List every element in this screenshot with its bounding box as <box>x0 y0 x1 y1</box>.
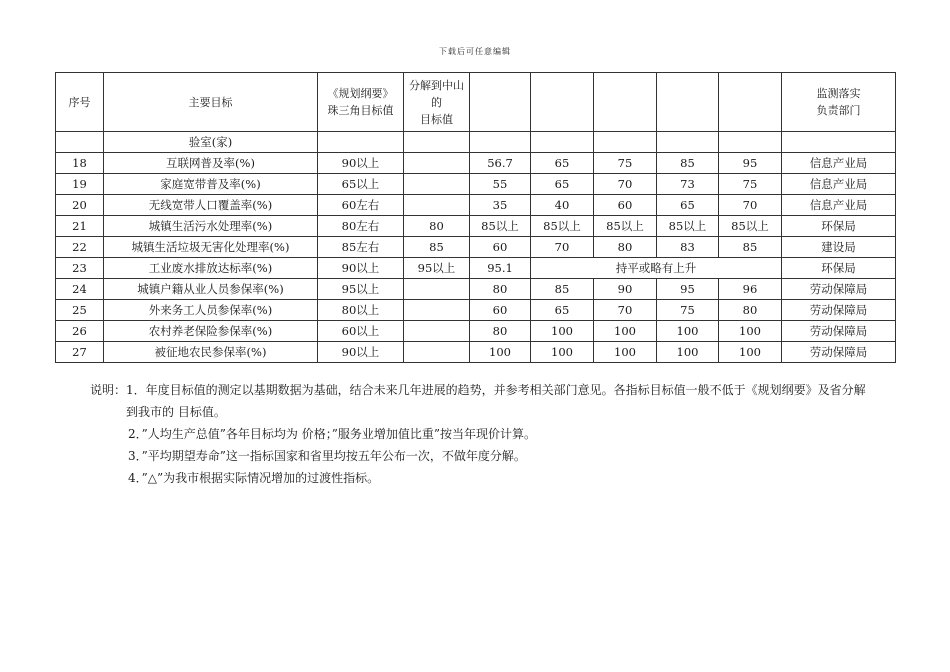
row-number-cell: 18 <box>56 153 104 174</box>
table-body <box>56 153 896 363</box>
year-value-cell: 95.1 <box>470 258 531 279</box>
header-decomp-line2: 的 <box>431 95 442 109</box>
target-name-cell: 外来务工人员参保率(%) <box>104 300 318 321</box>
year-value-cell: 85以上 <box>657 216 719 237</box>
dept-cell: 信息产业局 <box>782 195 896 216</box>
year-value-cell: 85以上 <box>531 216 594 237</box>
year-value-cell: 100 <box>470 342 531 363</box>
table-row <box>56 342 896 363</box>
outline-value-cell: 80左右 <box>318 216 404 237</box>
year-value-cell: 60 <box>470 237 531 258</box>
year-value-cell: 65 <box>531 174 594 195</box>
dept-cell: 信息产业局 <box>782 174 896 195</box>
year-value-cell: 80 <box>470 279 531 300</box>
header-year3 <box>594 73 657 132</box>
year-value-cell: 56.7 <box>470 153 531 174</box>
year-value-cell: 70 <box>594 174 657 195</box>
target-name-cell: 家庭宽带普及率(%) <box>104 174 318 195</box>
continuation-cell: 验室(家) <box>104 132 318 153</box>
year-value-cell: 70 <box>594 300 657 321</box>
header-outline-line2: 珠三角目标值 <box>327 104 394 117</box>
table-row <box>56 300 896 321</box>
year-value-cell: 100 <box>719 321 782 342</box>
dept-cell: 信息产业局 <box>782 153 896 174</box>
note-line-3: 2．”人均生产总值”各年目标均为 价格；”服务业增加值比重”按当年现价计算。 <box>128 427 536 441</box>
year-value-cell: 100 <box>719 342 782 363</box>
header-dept <box>782 73 896 132</box>
header-outline <box>318 73 404 132</box>
header-year4 <box>657 73 719 132</box>
header-target: 主要目标 <box>104 73 318 132</box>
year-value-cell: 85 <box>657 153 719 174</box>
target-name-cell: 被征地农民参保率(%) <box>104 342 318 363</box>
year-value-cell: 75 <box>719 174 782 195</box>
row-number-cell: 26 <box>56 321 104 342</box>
table-row <box>56 153 896 174</box>
header-year2 <box>531 73 594 132</box>
year-value-cell: 65 <box>531 153 594 174</box>
header-decomp-line3: 目标值 <box>420 112 453 126</box>
merged-value-cell: 持平或略有上升 <box>531 258 782 279</box>
year-value-cell: 100 <box>657 342 719 363</box>
dept-cell: 劳动保障局 <box>782 321 896 342</box>
year-value-cell: 100 <box>657 321 719 342</box>
table-header-row <box>56 73 896 132</box>
row-number-cell: 23 <box>56 258 104 279</box>
decomp-value-cell <box>404 321 470 342</box>
decomp-value-cell <box>404 195 470 216</box>
row-number-cell: 20 <box>56 195 104 216</box>
dept-cell: 劳动保障局 <box>782 300 896 321</box>
header-decomp <box>404 73 470 132</box>
header-index: 序号 <box>56 73 104 132</box>
year-value-cell: 85 <box>719 237 782 258</box>
decomp-value-cell: 95以上 <box>404 258 470 279</box>
decomp-value-cell: 80 <box>404 216 470 237</box>
table-row <box>56 321 896 342</box>
decomp-value-cell <box>404 174 470 195</box>
header-year5 <box>719 73 782 132</box>
year-value-cell: 75 <box>657 300 719 321</box>
dept-cell: 劳动保障局 <box>782 342 896 363</box>
outline-value-cell: 60左右 <box>318 195 404 216</box>
decomp-value-cell <box>404 153 470 174</box>
year-value-cell: 60 <box>470 300 531 321</box>
year-value-cell: 80 <box>594 237 657 258</box>
year-value-cell: 85以上 <box>594 216 657 237</box>
year-value-cell: 40 <box>531 195 594 216</box>
year-value-cell: 90 <box>594 279 657 300</box>
outline-value-cell: 95以上 <box>318 279 404 300</box>
note-line-4: 3．”平均期望寿命”这一指标国家和省里均按五年公布一次，不做年度分解。 <box>128 449 526 463</box>
year-value-cell: 60 <box>594 195 657 216</box>
year-value-cell: 100 <box>594 321 657 342</box>
page-header-note: 下载后可任意编辑 <box>439 47 511 56</box>
target-name-cell: 工业废水排放达标率(%) <box>104 258 318 279</box>
year-value-cell: 100 <box>531 321 594 342</box>
target-name-cell: 无线宽带人口覆盖率(%) <box>104 195 318 216</box>
row-number-cell: 22 <box>56 237 104 258</box>
table-row <box>56 174 896 195</box>
row-number-cell: 19 <box>56 174 104 195</box>
outline-value-cell: 90以上 <box>318 153 404 174</box>
target-name-cell: 城镇生活污水处理率(%) <box>104 216 318 237</box>
dept-cell: 环保局 <box>782 258 896 279</box>
decomp-value-cell <box>404 342 470 363</box>
year-value-cell: 100 <box>594 342 657 363</box>
year-value-cell: 95 <box>719 153 782 174</box>
header-year1 <box>470 73 531 132</box>
year-value-cell: 95 <box>657 279 719 300</box>
year-value-cell: 35 <box>470 195 531 216</box>
year-value-cell: 55 <box>470 174 531 195</box>
table-row <box>56 237 896 258</box>
outline-value-cell: 85左右 <box>318 237 404 258</box>
year-value-cell: 100 <box>531 342 594 363</box>
table-row <box>56 258 896 279</box>
table-row <box>56 216 896 237</box>
notes-section <box>90 379 890 489</box>
year-value-cell: 80 <box>719 300 782 321</box>
year-value-cell: 65 <box>531 300 594 321</box>
year-value-cell: 73 <box>657 174 719 195</box>
row-number-cell: 24 <box>56 279 104 300</box>
note-line-1: 说明：1．年度目标值的测定以基期数据为基础，结合未来几年进展的趋势，并参考相关部门意见。各指标目标值一般不低于《规划纲要》及省分解 <box>90 383 866 397</box>
table-row-continuation <box>56 132 896 153</box>
dept-cell: 建设局 <box>782 237 896 258</box>
outline-value-cell: 90以上 <box>318 258 404 279</box>
year-value-cell: 83 <box>657 237 719 258</box>
row-number-cell: 27 <box>56 342 104 363</box>
decomp-value-cell: 85 <box>404 237 470 258</box>
dept-cell: 环保局 <box>782 216 896 237</box>
target-name-cell: 城镇生活垃圾无害化处理率(%) <box>104 237 318 258</box>
header-decomp-line1: 分解到中山 <box>409 78 464 92</box>
target-name-cell: 互联网普及率(%) <box>104 153 318 174</box>
note-line-2: 到我市的 目标值。 <box>126 405 226 419</box>
dept-cell: 劳动保障局 <box>782 279 896 300</box>
header-dept-line2: 负责部门 <box>816 104 861 117</box>
header-dept-line1: 监测落实 <box>816 87 861 100</box>
outline-value-cell: 65以上 <box>318 174 404 195</box>
row-number-cell: 21 <box>56 216 104 237</box>
year-value-cell: 85以上 <box>719 216 782 237</box>
outline-value-cell: 90以上 <box>318 342 404 363</box>
year-value-cell: 70 <box>531 237 594 258</box>
year-value-cell: 85 <box>531 279 594 300</box>
year-value-cell: 65 <box>657 195 719 216</box>
target-name-cell: 城镇户籍从业人员参保率(%) <box>104 279 318 300</box>
table-row <box>56 195 896 216</box>
outline-value-cell: 60以上 <box>318 321 404 342</box>
table-row <box>56 279 896 300</box>
row-number-cell: 25 <box>56 300 104 321</box>
note-line-5: 4．”△”为我市根据实际情况增加的过渡性指标。 <box>128 471 380 485</box>
year-value-cell: 96 <box>719 279 782 300</box>
target-name-cell: 农村养老保险参保率(%) <box>104 321 318 342</box>
decomp-value-cell <box>404 279 470 300</box>
year-value-cell: 80 <box>470 321 531 342</box>
year-value-cell: 85以上 <box>470 216 531 237</box>
header-outline-line1: 《规划纲要》 <box>327 87 394 100</box>
targets-table <box>55 72 896 363</box>
decomp-value-cell <box>404 300 470 321</box>
year-value-cell: 70 <box>719 195 782 216</box>
year-value-cell: 75 <box>594 153 657 174</box>
outline-value-cell: 80以上 <box>318 300 404 321</box>
